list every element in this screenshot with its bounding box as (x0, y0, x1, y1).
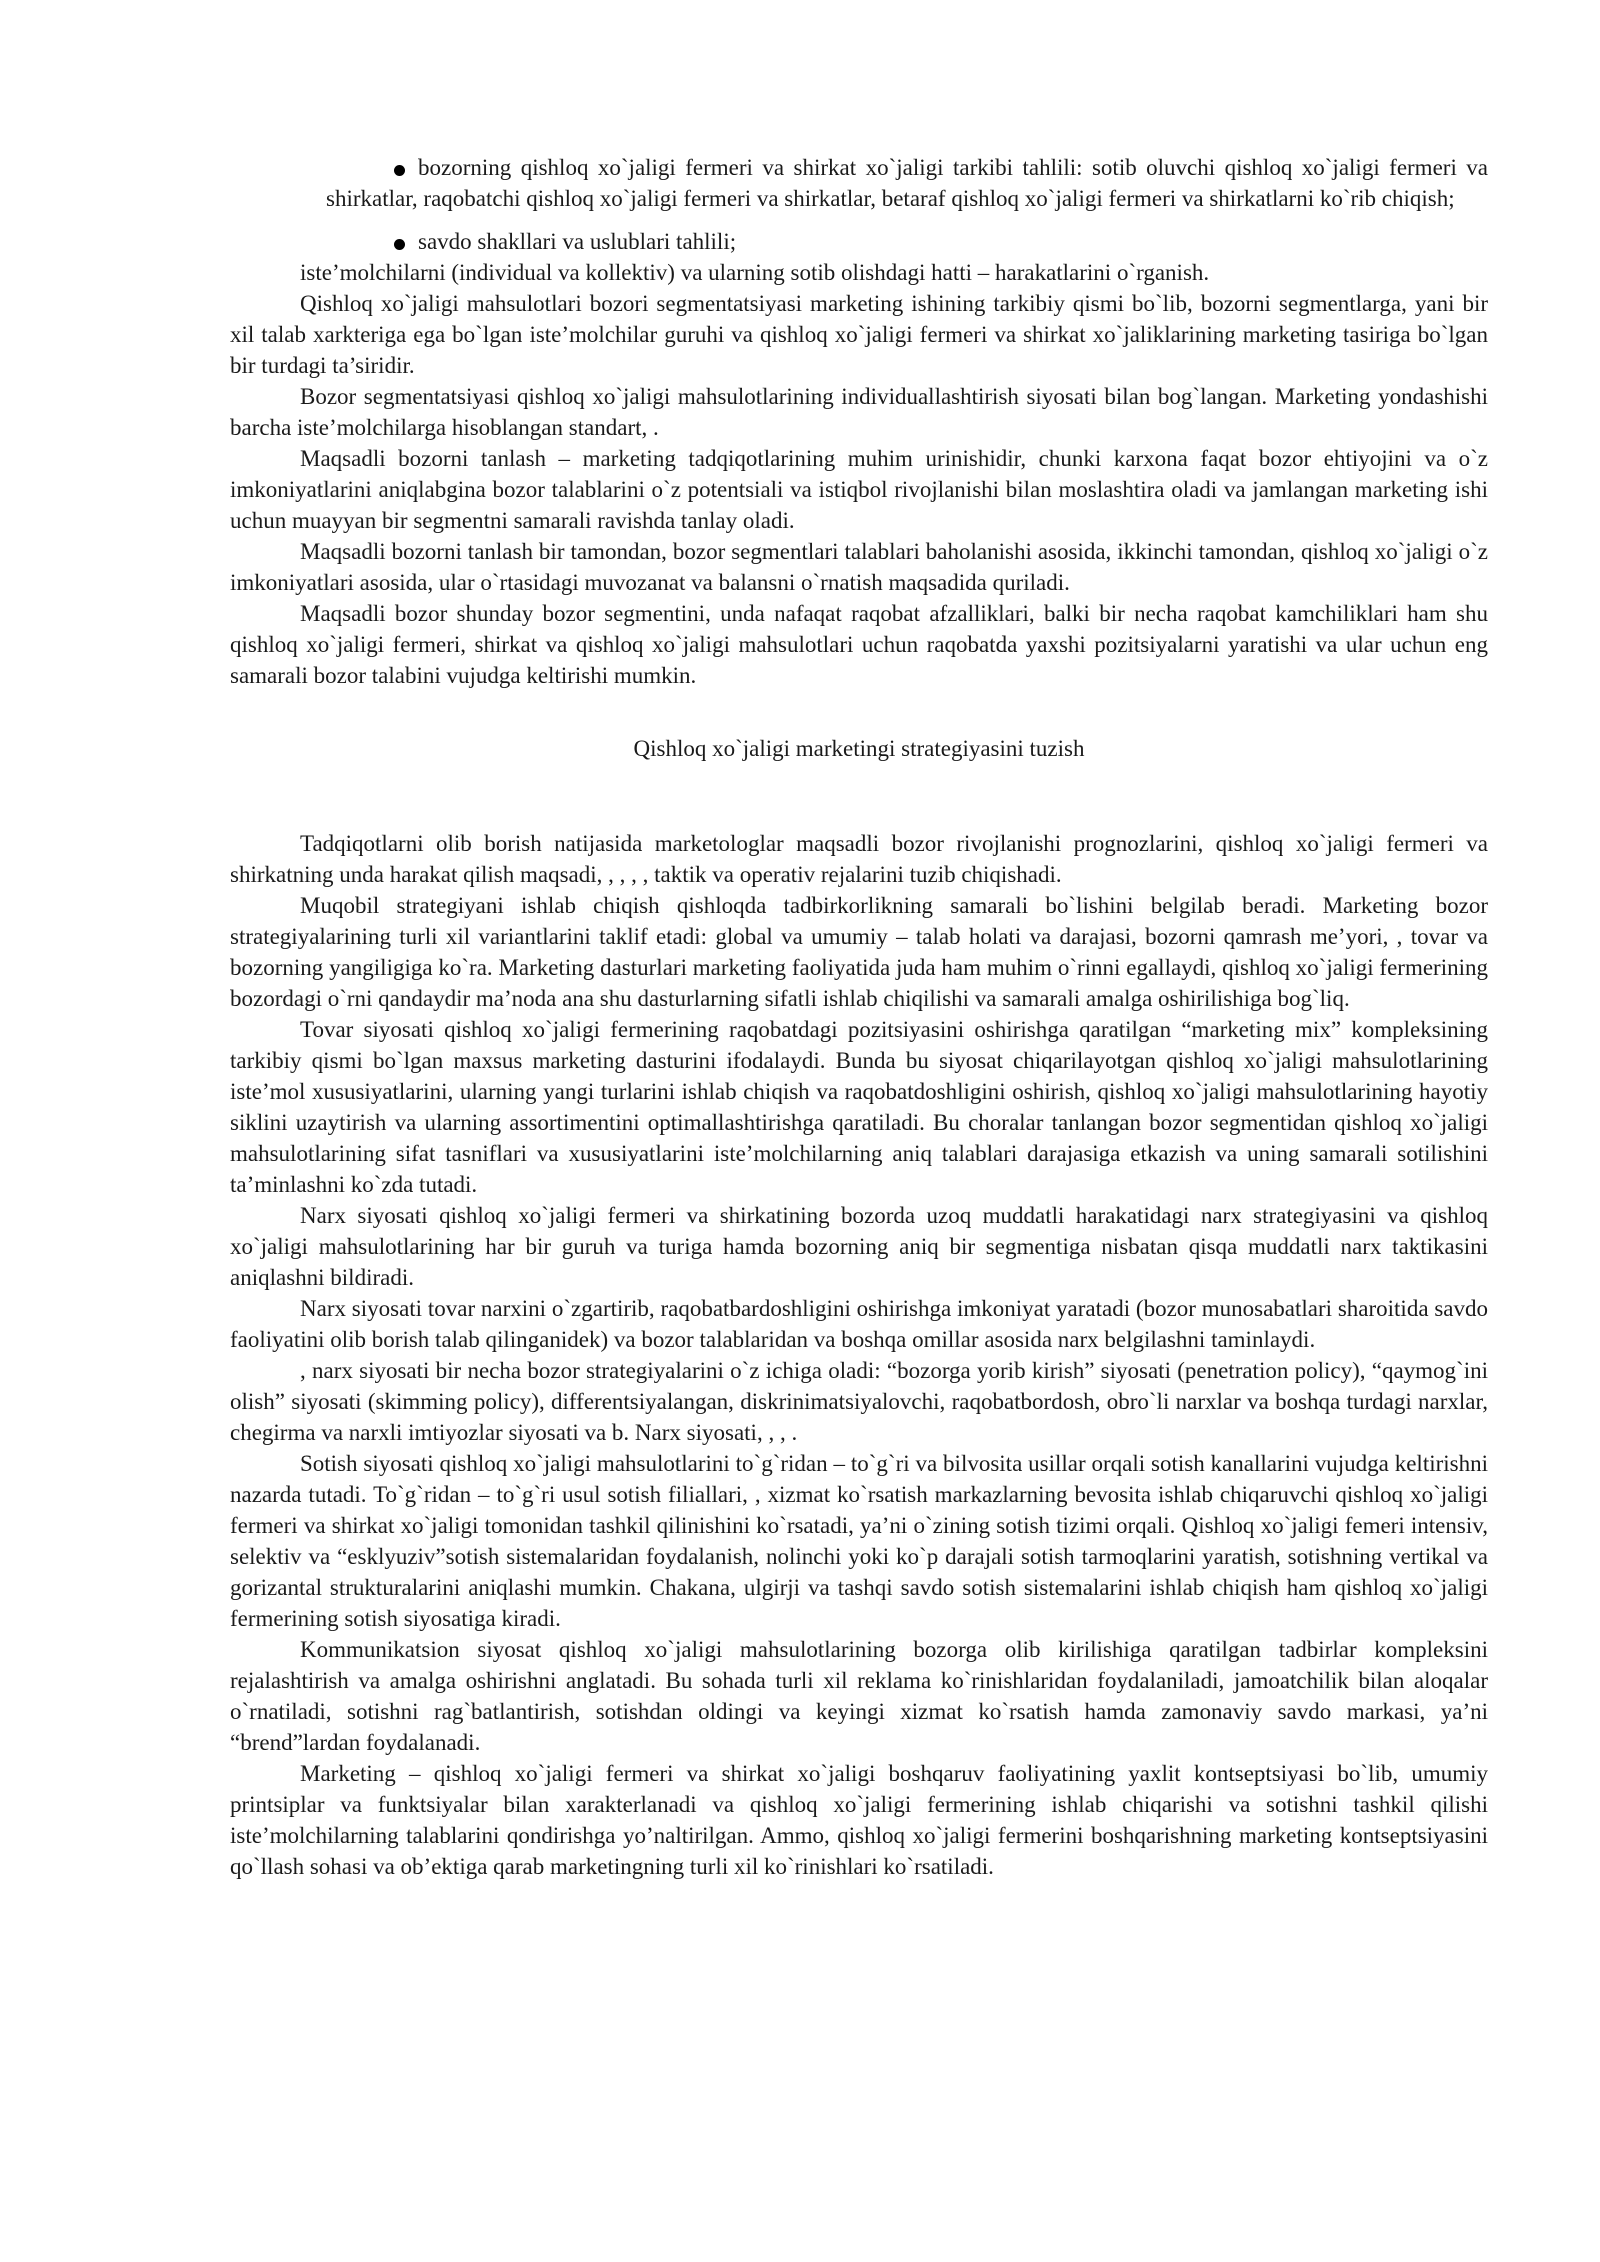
bullet-dot-icon (394, 165, 405, 176)
paragraph: Maqsadli bozorni tanlash – marketing tadqiqotlarining muhim urinishidir, chunki karxona faqat bozor ehtiyojini va o`z imkoniyatlarini aniqlabgina bozor talablarini o`z potentsiali va istiqbol rivojlanishi bilan moslashtira oladi va jamlangan marketing ishi uchun muayyan bir segmentni samarali ravishda tanlay oladi. (230, 446, 1488, 533)
paragraph: Maqsadli bozor shunday bozor segmentini, unda nafaqat raqobat afzalliklari, balki bir necha raqobat kamchiliklari ham shu qishloq xo`jaligi fermeri, shirkat va qishloq xo`jaligi mahsulotlari uchun raqobatda yaxshi pozitsiyalarni yaratishi va ular uchun eng samarali bozor talabini vujudga keltirishi mumkin. (230, 601, 1488, 688)
paragraph: Maqsadli bozorni tanlash bir tamondan, bozor segmentlari talablari baholanishi asosida, ikkinchi tamondan, qishloq xo`jaligi o`z imkoniyatlari asosida, ular o`rtasidagi muvozanat va balansni o`rnatish maqsadida quriladi. (230, 539, 1488, 595)
bullet-text: savdo shakllari va uslublari tahlili; (418, 229, 737, 254)
bullet-item-1 (326, 152, 1488, 214)
paragraph: Bozor segmentatsiyasi qishloq xo`jaligi mahsulotlarining individuallashtirish siyosati bilan bog`langan. Marketing yondashishi barcha iste’molchilarga hisoblangan standart, . (230, 384, 1488, 440)
paragraph: Tadqiqotlarni olib borish natijasida marketologlar maqsadli bozor rivojlanishi prognozlarini, qishloq xo`jaligi fermeri va shirkatning unda harakat qilish maqsadi, , , , , taktik va operativ rejalarini tuzib chiqishadi. (230, 831, 1488, 887)
bullet-text: bozorning qishloq xo`jaligi fermeri va shirkat xo`jaligi tarkibi tahlili: sotib oluvchi qishloq xo`jaligi fermeri va shirkatlar, raqobatchi qishloq xo`jaligi fermeri va shirkatlar, betaraf qishloq xo`jaligi fermeri va shirkatlarni ko`rib chiqish; (326, 155, 1488, 211)
paragraph: Tovar siyosati qishloq xo`jaligi fermerining raqobatdagi pozitsiyasini oshirishga qaratilgan “marketing mix” kompleksining tarkibiy qismi bo`lgan maxsus marketing dasturini ifodalaydi. Bunda bu siyosat chiqarilayotgan qishloq xo`jaligi mahsulotlarining iste’mol xususiyatlarini, ularning yangi turlarini ishlab chiqish va raqobatdoshligini oshirish, qishloq xo`jaligi mahsulotlarining hayotiy siklini uzaytirish va ularning assortimentini optimallashtirishga qaratiladi. Bu choralar tanlangan bozor segmentidan qishloq xo`jaligi mahsulotlarining sifat tasniflari va xususiyatlarini iste’molchilarning aniq talablari darajasiga etkazish va uning samarali sotilishini ta’minlashni ko`zda tutadi. (230, 1017, 1488, 1197)
paragraph: Marketing – qishloq xo`jaligi fermeri va shirkat xo`jaligi boshqaruv faoliyatining yaxlit kontseptsiyasi bo`lib, umumiy printsiplar va funktsiyalar bilan xarakterlanadi va qishloq xo`jaligi fermerining ishlab chiqarishi va sotishni tashkil qilishi iste’molchilarning talablarini qondirishga yo’naltirilgan. Ammo, qishloq xo`jaligi fermerini boshqarishning marketing kontseptsiyasini qo`llash sohasi va ob’ektiga qarab marketingning turli xil ko`rinishlari ko`rsatiladi. (230, 1761, 1488, 1879)
document-page (230, 152, 1488, 1882)
section-heading: Qishloq xo`jaligi marketingi strategiyasini tuzish (633, 736, 1085, 761)
paragraph: Kommunikatsion siyosat qishloq xo`jaligi mahsulotlarining bozorga olib kirilishiga qaratilgan tadbirlar kompleksini rejalashtirish va amalga oshirishni anglatadi. Bu sohada turli xil reklama ko`rinishlaridan foydalaniladi, jamoatchilik bilan aloqalar o`rnatiladi, sotishni rag`batlantirish, sotishdan oldingi va keyingi xizmat ko`rsatish hamda zamonaviy savdo markasi, ya’ni “brend”lardan foydalanadi. (230, 1637, 1488, 1755)
paragraph: , narx siyosati bir necha bozor strategiyalarini o`z ichiga oladi: “bozorga yorib kirish” siyosati (penetration policy), “qaymog`ini olish” siyosati (skimming policy), differentsiyalangan, diskrinimatsiyalovchi, raqobatbordosh, obro`li narxlar va boshqa turdagi narxlar, chegirma va narxli imtiyozlar siyosati va b. Narx siyosati, , , . (230, 1358, 1488, 1445)
bullet-dot-icon (394, 239, 405, 250)
paragraph: Muqobil strategiyani ishlab chiqish qishloqda tadbirkorlikning samarali bo`lishini belgilab beradi. Marketing bozor strategiyalarining turli xil variantlarini taklif etadi: global va umumiy – talab holati va darajasi, bozorni qamrash me’yori, , tovar va bozorning yangiligiga ko`ra. Marketing dasturlari marketing faoliyatida juda ham muhim o`rinni egallaydi, qishloq xo`jaligi fermerining bozordagi o`rni qandaydir ma’noda ana shu dasturlarning sifatli ishlab chiqilishi va samarali amalga oshirilishiga bog`liq. (230, 893, 1488, 1011)
plain-line: iste’molchilarni (individual va kollektiv) va ularning sotib olishdagi hatti – harakatlarini o`rganish. (300, 260, 1210, 285)
paragraph: Qishloq xo`jaligi mahsulotlari bozori segmentatsiyasi marketing ishining tarkibiy qismi bo`lib, bozorni segmentlarga, yani bir xil talab xarkteriga ega bo`lgan iste’molchilar guruhi va qishloq xo`jaligi fermeri va shirkat xo`jaliklarining marketing tasiriga bo`lgan bir turdagi ta’siridir. (230, 291, 1488, 378)
paragraph: Narx siyosati tovar narxini o`zgartirib, raqobatbardoshligini oshirishga imkoniyat yaratadi (bozor munosabatlari sharoitida savdo faoliyatini olib borish talab qilinganidek) va bozor talablaridan va boshqa omillar asosida narx belgilashni taminlaydi. (230, 1296, 1488, 1352)
paragraph: Sotish siyosati qishloq xo`jaligi mahsulotlarini to`g`ridan – to`g`ri va bilvosita usillar orqali sotish kanallarini vujudga keltirishni nazarda tutadi. To`g`ridan – to`g`ri usul sotish filiallari, , xizmat ko`rsatish markazlarning bevosita ishlab chiqaruvchi qishloq xo`jaligi fermeri va shirkat xo`jaligi tomonidan tashkil qilinishini ko`rsatadi, ya’ni o`zining sotish tizimi orqali. Qishloq xo`jaligi femeri intensiv, selektiv va “esklyuziv”sotish sistemalaridan foydalanish, nolinchi yoki ko`p darajali sotish tarmoqlarini yaratish, sotishning vertikal va gorizantal strukturalarini aniqlashi mumkin. Chakana, ulgirji va tashqi savdo sotish sistemalarini ishlab chiqish ham qishloq xo`jaligi fermerining sotish siyosatiga kiradi. (230, 1451, 1488, 1631)
bullet-item-2 (326, 226, 1488, 257)
paragraph: Narx siyosati qishloq xo`jaligi fermeri va shirkatining bozorda uzoq muddatli harakatidagi narx strategiyasini va qishloq xo`jaligi mahsulotlarining har bir guruh va turiga hamda bozorning aniq bir segmentiga nisbatan qisqa muddatli narx taktikasini aniqlashni bildiradi. (230, 1203, 1488, 1290)
